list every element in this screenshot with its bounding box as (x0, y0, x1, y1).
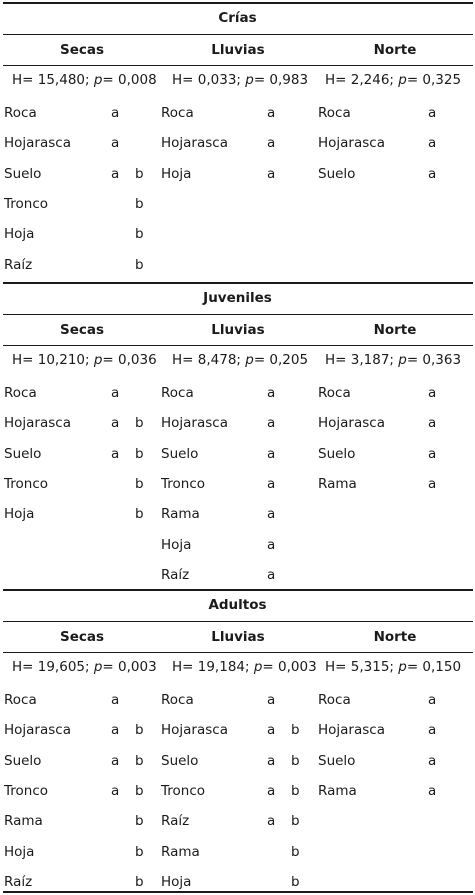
kruskal-wallis-stat: H= 19,184; p= 0,003 (172, 659, 317, 675)
group-letter: b (135, 506, 144, 523)
group-letter: a (267, 692, 276, 708)
substrate-label: Suelo (318, 445, 356, 462)
substrate-label: Hoja (4, 506, 35, 523)
substrate-label: Roca (4, 385, 37, 401)
substrate-label: Hojarasca (161, 135, 228, 152)
column-header: Norte (373, 42, 417, 58)
substrate-label: Suelo (4, 445, 42, 462)
substrate-label: Roca (318, 105, 351, 121)
group-letter: b (135, 226, 144, 243)
kruskal-wallis-stat: H= 3,187; p= 0,363 (325, 352, 462, 368)
group-letter: b (135, 165, 144, 182)
table-bottom-rule (3, 891, 473, 893)
substrate-label: Hojarasca (4, 722, 71, 739)
substrate-label: Hojarasca (4, 415, 71, 432)
group-letter: b (135, 752, 144, 769)
group-letter: a (111, 722, 120, 739)
section-title: Crías (218, 10, 257, 26)
group-letter: a (428, 475, 437, 492)
group-letter: a (428, 165, 437, 182)
group-letter: a (267, 782, 276, 799)
column-header: Lluvias (211, 629, 265, 645)
substrate-label: Suelo (318, 752, 356, 769)
group-letter: b (135, 813, 144, 830)
header-rule (3, 652, 473, 653)
group-letter: b (135, 475, 144, 492)
column-header: Secas (59, 322, 105, 338)
group-letter: a (428, 415, 437, 432)
group-letter: a (428, 385, 437, 401)
column-header: Norte (373, 629, 417, 645)
group-letter: a (111, 782, 120, 799)
group-letter: a (428, 105, 437, 121)
section-top-rule (3, 589, 473, 591)
section-title-rule (3, 34, 473, 35)
substrate-label: Roca (318, 385, 351, 401)
substrate-label: Raíz (4, 256, 33, 273)
substrate-label: Roca (4, 692, 37, 708)
group-letter: a (267, 475, 276, 492)
section-top-rule (3, 2, 473, 4)
group-letter: b (291, 782, 300, 799)
group-letter: a (111, 165, 120, 182)
substrate-label: Suelo (161, 445, 199, 462)
group-letter: b (135, 782, 144, 799)
group-letter: b (135, 256, 144, 273)
group-letter: a (267, 165, 276, 182)
substrate-label: Hojarasca (161, 415, 228, 432)
column-header: Norte (373, 322, 417, 338)
substrate-label: Hojarasca (318, 135, 385, 152)
group-letter: a (267, 813, 276, 830)
section-top-rule (3, 282, 473, 284)
substrate-label: Hojarasca (161, 722, 228, 739)
group-letter: a (428, 135, 437, 152)
kruskal-wallis-stat: H= 8,478; p= 0,205 (172, 352, 309, 368)
group-letter: a (267, 445, 276, 462)
substrate-label: Suelo (4, 752, 42, 769)
group-letter: a (267, 385, 276, 401)
substrate-label: Hoja (4, 843, 35, 860)
substrate-label: Raíz (161, 566, 190, 583)
substrate-label: Suelo (318, 165, 356, 182)
substrate-label: Tronco (4, 475, 49, 492)
group-letter: b (135, 195, 144, 212)
substrate-label: Hoja (4, 226, 35, 243)
group-letter: a (111, 692, 120, 708)
group-letter: a (267, 135, 276, 152)
substrate-label: Hoja (161, 165, 192, 182)
kruskal-wallis-stat: H= 2,246; p= 0,325 (325, 72, 462, 88)
substrate-label: Raíz (4, 873, 33, 890)
kruskal-wallis-stat: H= 19,605; p= 0,003 (12, 659, 157, 675)
column-header: Lluvias (211, 322, 265, 338)
section-title: Adultos (208, 597, 267, 613)
header-rule (3, 345, 473, 346)
group-letter: b (291, 813, 300, 830)
substrate-label: Hojarasca (318, 415, 385, 432)
group-letter: a (428, 752, 437, 769)
group-letter: b (291, 843, 300, 860)
group-letter: a (111, 445, 120, 462)
substrate-label: Rama (161, 843, 200, 860)
group-letter: b (135, 722, 144, 739)
group-letter: b (135, 843, 144, 860)
header-rule (3, 65, 473, 66)
group-letter: b (291, 873, 300, 890)
group-letter: a (111, 135, 120, 152)
group-letter: a (428, 722, 437, 739)
group-letter: b (291, 752, 300, 769)
group-letter: a (428, 782, 437, 799)
column-header: Secas (59, 42, 105, 58)
group-letter: a (428, 692, 437, 708)
kruskal-wallis-stat: H= 0,033; p= 0,983 (172, 72, 309, 88)
group-letter: a (267, 506, 276, 523)
substrate-label: Roca (161, 385, 194, 401)
substrate-label: Rama (4, 813, 43, 830)
substrate-label: Raíz (161, 813, 190, 830)
section-title-rule (3, 314, 473, 315)
substrate-label: Roca (4, 105, 37, 121)
group-letter: a (267, 752, 276, 769)
group-letter: a (267, 415, 276, 432)
substrate-label: Suelo (4, 165, 42, 182)
group-letter: a (111, 385, 120, 401)
column-header: Secas (59, 629, 105, 645)
group-letter: b (135, 445, 144, 462)
group-letter: a (267, 536, 276, 553)
group-letter: a (267, 105, 276, 121)
group-letter: b (135, 873, 144, 890)
substrate-label: Rama (318, 475, 357, 492)
substrate-label: Roca (161, 105, 194, 121)
group-letter: a (111, 105, 120, 121)
substrate-label: Tronco (4, 195, 49, 212)
substrate-label: Suelo (161, 752, 199, 769)
group-letter: b (135, 415, 144, 432)
group-letter: a (267, 722, 276, 739)
column-header: Lluvias (211, 42, 265, 58)
substrate-label: Hoja (161, 536, 192, 553)
section-title-rule (3, 621, 473, 622)
group-letter: b (291, 722, 300, 739)
substrate-label: Hoja (161, 873, 192, 890)
substrate-label: Roca (318, 692, 351, 708)
substrate-label: Rama (318, 782, 357, 799)
substrate-label: Tronco (161, 782, 206, 799)
substrate-label: Hojarasca (4, 135, 71, 152)
group-letter: a (428, 445, 437, 462)
substrate-label: Tronco (4, 782, 49, 799)
substrate-label: Tronco (161, 475, 206, 492)
group-letter: a (267, 566, 276, 583)
kruskal-wallis-stat: H= 10,210; p= 0,036 (12, 352, 157, 368)
kruskal-wallis-stat: H= 15,480; p= 0,008 (12, 72, 157, 88)
group-letter: a (111, 752, 120, 769)
section-title: Juveniles (203, 290, 272, 306)
kruskal-wallis-stat: H= 5,315; p= 0,150 (325, 659, 462, 675)
substrate-label: Hojarasca (318, 722, 385, 739)
substrate-label: Roca (161, 692, 194, 708)
substrate-label: Rama (161, 506, 200, 523)
group-letter: a (111, 415, 120, 432)
